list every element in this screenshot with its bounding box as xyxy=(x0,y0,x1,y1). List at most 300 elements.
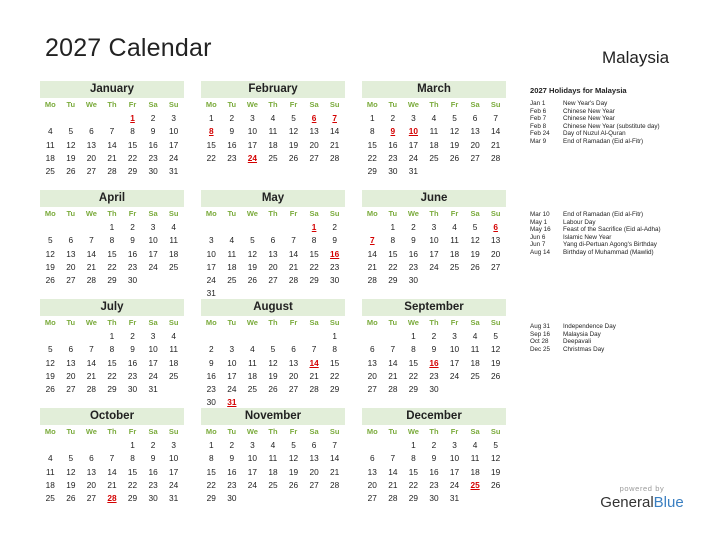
day-cell: 11 xyxy=(450,235,459,246)
day-cell: 17 xyxy=(449,466,460,477)
empty-cell xyxy=(61,330,82,343)
day-cell: 23 xyxy=(148,152,158,163)
day-cell: 5 xyxy=(452,113,457,123)
day-cell: 12 xyxy=(470,235,480,246)
day-cell: 22 xyxy=(330,370,340,381)
day-cell: 8 xyxy=(390,235,396,246)
day-cell: 27 xyxy=(86,166,97,177)
day-cell: 27 xyxy=(86,493,97,504)
weekday-header: Mo xyxy=(366,209,378,218)
day-cell: 11 xyxy=(45,139,55,150)
weekday-header: Th xyxy=(429,427,439,436)
day-cell: 23 xyxy=(227,479,237,490)
weekday-header: We xyxy=(407,100,419,109)
weekday-header: Sa xyxy=(470,100,480,109)
day-cell: 19 xyxy=(470,248,480,259)
holiday-day-cell: 6 xyxy=(311,113,317,123)
weekday-header: Mo xyxy=(44,100,56,109)
day-grid xyxy=(201,98,345,165)
weekday-header: Tu xyxy=(66,209,76,218)
day-cell: 21 xyxy=(107,152,117,163)
day-cell: 21 xyxy=(86,261,97,272)
day-cell: 25 xyxy=(45,493,55,504)
empty-cell xyxy=(222,330,243,343)
day-cell: 20 xyxy=(491,248,501,259)
day-cell: 29 xyxy=(127,166,138,177)
holiday-row xyxy=(530,331,616,339)
day-cell: 26 xyxy=(66,493,76,504)
weekday-header: Th xyxy=(268,100,278,109)
month-may xyxy=(201,190,345,301)
month-name: December xyxy=(362,408,506,425)
day-grid xyxy=(362,425,506,505)
holiday-day-cell: 25 xyxy=(470,479,480,490)
empty-cell xyxy=(40,439,61,452)
day-cell: 30 xyxy=(148,166,158,177)
day-cell: 20 xyxy=(66,370,76,381)
day-cell: 3 xyxy=(171,440,176,450)
month-name: March xyxy=(362,81,506,98)
weekday-header: Fr xyxy=(128,209,137,218)
day-cell: 9 xyxy=(332,235,337,246)
day-cell: 10 xyxy=(148,235,158,246)
day-cell: 6 xyxy=(369,344,375,355)
day-cell: 28 xyxy=(309,384,319,395)
weekday-header: Su xyxy=(168,318,179,327)
day-cell: 1 xyxy=(208,113,214,123)
day-cell: 26 xyxy=(491,479,501,490)
holiday-day-cell: 1 xyxy=(311,222,317,232)
day-cell: 14 xyxy=(107,139,117,150)
day-cell: 19 xyxy=(45,370,55,381)
day-cell: 29 xyxy=(206,493,216,504)
day-grid xyxy=(40,316,184,396)
month-name: June xyxy=(362,190,506,207)
weekday-header: We xyxy=(407,318,419,327)
holiday-row xyxy=(530,338,616,346)
weekday-header: We xyxy=(85,318,97,327)
weekday-header: Mo xyxy=(366,427,378,436)
day-cell: 21 xyxy=(388,370,398,381)
day-cell: 17 xyxy=(169,466,179,477)
day-cell: 5 xyxy=(291,440,296,450)
day-cell: 13 xyxy=(268,248,278,259)
day-cell: 23 xyxy=(227,152,237,163)
day-cell: 25 xyxy=(45,166,55,177)
holiday-row xyxy=(530,130,660,138)
day-cell: 30 xyxy=(429,493,439,504)
day-cell: 15 xyxy=(127,466,138,477)
day-cell: 7 xyxy=(291,235,296,246)
day-cell: 3 xyxy=(229,344,235,355)
holiday-date: Oct 28 xyxy=(530,338,549,345)
day-cell: 11 xyxy=(470,453,480,464)
day-cell: 8 xyxy=(130,126,135,137)
holiday-day-cell: 8 xyxy=(208,126,214,137)
day-cell: 3 xyxy=(250,440,255,450)
weekday-header: Mo xyxy=(366,318,378,327)
day-cell: 9 xyxy=(229,453,235,464)
day-cell: 9 xyxy=(208,357,214,368)
day-cell: 23 xyxy=(127,261,138,272)
day-cell: 22 xyxy=(309,261,319,272)
day-cell: 31 xyxy=(148,384,158,395)
day-cell: 28 xyxy=(330,152,340,163)
holiday-date: Feb 7 xyxy=(530,115,547,122)
day-cell: 9 xyxy=(130,235,135,246)
weekday-header: Sa xyxy=(148,209,158,218)
day-cell: 4 xyxy=(270,113,276,123)
day-cell: 7 xyxy=(311,344,317,355)
weekday-header: Tu xyxy=(66,318,76,327)
weekday-header: Su xyxy=(168,100,179,109)
month-february xyxy=(201,81,345,165)
weekday-header: Sa xyxy=(309,318,319,327)
day-cell: 11 xyxy=(169,344,178,355)
day-cell: 26 xyxy=(449,152,460,163)
day-cell: 24 xyxy=(449,479,460,490)
day-cell: 27 xyxy=(470,152,480,163)
day-cell: 12 xyxy=(45,248,55,259)
day-cell: 16 xyxy=(429,466,439,477)
day-cell: 23 xyxy=(388,152,398,163)
day-cell: 21 xyxy=(86,370,97,381)
day-cell: 25 xyxy=(227,275,237,286)
day-cell: 26 xyxy=(45,275,55,286)
weekday-header: Fr xyxy=(450,100,459,109)
holiday-date: Feb 8 xyxy=(530,122,547,130)
month-april xyxy=(40,190,184,287)
day-cell: 1 xyxy=(411,331,416,341)
day-cell: 30 xyxy=(227,493,237,504)
holiday-name: Malaysia Day xyxy=(563,330,601,338)
day-cell: 8 xyxy=(369,126,375,137)
weekday-header: We xyxy=(85,209,97,218)
weekday-header: We xyxy=(85,100,97,109)
day-cell: 16 xyxy=(388,139,398,150)
holiday-row xyxy=(530,226,661,234)
day-cell: 28 xyxy=(288,275,299,286)
day-cell: 19 xyxy=(268,370,278,381)
day-cell: 28 xyxy=(330,479,340,490)
day-cell: 20 xyxy=(470,139,480,150)
day-cell: 8 xyxy=(208,453,214,464)
day-grid xyxy=(201,207,345,301)
empty-cell xyxy=(263,221,284,234)
weekday-header: We xyxy=(246,100,258,109)
day-grid xyxy=(40,425,184,505)
day-cell: 13 xyxy=(66,357,76,368)
day-cell: 9 xyxy=(229,126,235,137)
month-name: September xyxy=(362,299,506,316)
holidays-title: 2027 Holidays for Malaysia xyxy=(530,86,627,95)
month-name: July xyxy=(40,299,184,316)
weekday-header: Mo xyxy=(205,209,217,218)
weekday-header: Tu xyxy=(227,209,237,218)
day-cell: 18 xyxy=(227,261,237,272)
day-cell: 14 xyxy=(388,466,398,477)
day-cell: 24 xyxy=(148,370,158,381)
day-cell: 19 xyxy=(66,152,76,163)
day-cell: 14 xyxy=(367,248,377,259)
day-cell: 17 xyxy=(169,139,179,150)
holiday-day-cell: 7 xyxy=(332,113,337,123)
day-cell: 6 xyxy=(89,126,94,137)
day-cell: 10 xyxy=(429,235,439,246)
day-cell: 22 xyxy=(127,152,138,163)
day-cell: 5 xyxy=(472,222,478,232)
day-grid xyxy=(40,207,184,287)
day-cell: 5 xyxy=(250,235,255,246)
weekday-header: Th xyxy=(107,100,117,109)
day-cell: 13 xyxy=(470,126,480,137)
day-cell: 25 xyxy=(268,479,278,490)
holiday-row xyxy=(530,115,660,123)
day-cell: 14 xyxy=(288,248,299,259)
day-cell: 13 xyxy=(309,126,319,137)
holiday-date: Jan 1 xyxy=(530,100,546,107)
day-cell: 22 xyxy=(367,152,377,163)
day-cell: 28 xyxy=(367,275,377,286)
day-cell: 21 xyxy=(309,370,319,381)
weekday-header: We xyxy=(407,427,419,436)
day-cell: 28 xyxy=(491,152,501,163)
day-cell: 24 xyxy=(408,152,419,163)
day-cell: 12 xyxy=(491,344,501,355)
day-cell: 22 xyxy=(107,261,117,272)
weekday-header: Th xyxy=(429,318,439,327)
holiday-row xyxy=(530,100,660,108)
day-cell: 20 xyxy=(86,479,97,490)
holiday-list-q2 xyxy=(530,211,661,256)
day-cell: 1 xyxy=(369,113,375,123)
day-cell: 28 xyxy=(86,384,97,395)
day-cell: 19 xyxy=(449,139,460,150)
holiday-day-cell: 16 xyxy=(330,248,340,259)
day-cell: 2 xyxy=(229,440,235,450)
country-label: Malaysia xyxy=(602,48,670,67)
empty-cell xyxy=(102,112,123,125)
weekday-header: Su xyxy=(329,100,340,109)
holiday-day-cell: 31 xyxy=(227,397,237,408)
holiday-list-q1 xyxy=(530,86,660,145)
weekday-header: We xyxy=(246,427,258,436)
day-cell: 7 xyxy=(390,344,396,355)
holiday-row xyxy=(530,108,660,116)
day-cell: 24 xyxy=(169,479,179,490)
day-cell: 31 xyxy=(169,493,179,504)
empty-cell xyxy=(383,439,404,452)
day-cell: 4 xyxy=(472,331,478,341)
day-cell: 21 xyxy=(330,466,340,477)
empty-cell xyxy=(40,330,61,343)
day-cell: 9 xyxy=(431,344,437,355)
day-cell: 26 xyxy=(66,166,76,177)
day-cell: 11 xyxy=(470,344,480,355)
weekday-header: Mo xyxy=(205,100,217,109)
day-cell: 19 xyxy=(66,479,76,490)
day-cell: 11 xyxy=(45,466,55,477)
weekday-header: Th xyxy=(268,318,278,327)
weekday-header: Sa xyxy=(148,100,158,109)
day-cell: 10 xyxy=(247,126,258,137)
day-cell: 16 xyxy=(127,357,138,368)
empty-cell xyxy=(102,439,123,452)
day-cell: 30 xyxy=(127,275,138,286)
day-cell: 22 xyxy=(107,370,117,381)
day-cell: 10 xyxy=(449,453,460,464)
day-cell: 12 xyxy=(288,453,299,464)
day-cell: 18 xyxy=(470,357,480,368)
weekday-header: We xyxy=(407,209,419,218)
holiday-date: Aug 31 xyxy=(530,323,550,330)
weekday-header: Fr xyxy=(128,100,137,109)
day-cell: 5 xyxy=(493,440,498,450)
day-cell: 5 xyxy=(68,453,74,464)
day-cell: 13 xyxy=(66,248,76,259)
holiday-name: Labour Day xyxy=(563,218,596,226)
day-cell: 27 xyxy=(491,261,501,272)
day-cell: 2 xyxy=(332,222,337,232)
day-cell: 19 xyxy=(247,261,258,272)
weekday-header: We xyxy=(246,318,258,327)
day-cell: 13 xyxy=(309,453,319,464)
empty-cell xyxy=(81,439,102,452)
weekday-header: Su xyxy=(329,427,340,436)
day-cell: 16 xyxy=(206,370,216,381)
day-cell: 30 xyxy=(127,384,138,395)
weekday-header: Sa xyxy=(470,427,480,436)
day-cell: 8 xyxy=(311,235,317,246)
day-cell: 25 xyxy=(429,152,439,163)
day-cell: 24 xyxy=(148,261,158,272)
holiday-name: Chinese New Year xyxy=(563,107,615,115)
month-march xyxy=(362,81,506,178)
weekday-header: Th xyxy=(429,209,439,218)
month-name: August xyxy=(201,299,345,316)
day-cell: 5 xyxy=(291,113,296,123)
day-cell: 2 xyxy=(229,113,235,123)
weekday-header: Fr xyxy=(128,318,137,327)
day-cell: 25 xyxy=(169,261,179,272)
day-cell: 21 xyxy=(330,139,340,150)
day-cell: 20 xyxy=(367,370,377,381)
day-cell: 13 xyxy=(367,357,377,368)
weekday-header: Tu xyxy=(66,427,76,436)
day-cell: 17 xyxy=(227,370,237,381)
day-cell: 29 xyxy=(330,384,340,395)
day-cell: 30 xyxy=(148,493,158,504)
day-cell: 9 xyxy=(431,453,437,464)
weekday-header: Fr xyxy=(450,427,459,436)
empty-cell xyxy=(263,330,284,343)
holiday-name: Birthday of Muhammad (Mawlid) xyxy=(563,248,654,256)
day-cell: 21 xyxy=(367,261,377,272)
holiday-date: Mar 9 xyxy=(530,137,547,145)
day-cell: 27 xyxy=(268,275,278,286)
weekday-header: Sa xyxy=(470,209,480,218)
month-september xyxy=(362,299,506,396)
weekday-header: Tu xyxy=(388,318,398,327)
day-cell: 13 xyxy=(288,357,299,368)
holiday-row xyxy=(530,234,661,242)
empty-cell xyxy=(201,330,222,343)
day-cell: 21 xyxy=(491,139,501,150)
day-cell: 31 xyxy=(206,288,216,299)
day-cell: 11 xyxy=(429,126,439,137)
day-cell: 16 xyxy=(127,248,138,259)
holiday-row xyxy=(530,346,616,354)
holiday-name: Yang di-Pertuan Agong's Birthday xyxy=(563,241,657,248)
holiday-name: Feast of the Sacrifice (Eid al-Adha) xyxy=(563,226,661,233)
day-cell: 12 xyxy=(288,126,299,137)
day-cell: 4 xyxy=(47,126,53,137)
holiday-date: Dec 25 xyxy=(530,345,550,353)
weekday-header: Su xyxy=(168,209,179,218)
brand-name xyxy=(587,494,697,511)
day-cell: 28 xyxy=(107,166,117,177)
day-cell: 3 xyxy=(452,331,457,341)
day-cell: 24 xyxy=(429,261,439,272)
day-cell: 29 xyxy=(408,384,419,395)
holiday-day-cell: 14 xyxy=(309,357,319,368)
day-cell: 14 xyxy=(107,466,117,477)
day-cell: 4 xyxy=(270,440,276,450)
day-cell: 7 xyxy=(332,440,337,450)
weekday-header: Fr xyxy=(289,100,298,109)
day-cell: 7 xyxy=(89,235,94,246)
day-cell: 11 xyxy=(227,248,237,259)
weekday-header: Tu xyxy=(388,100,398,109)
weekday-header: Th xyxy=(268,427,278,436)
month-august xyxy=(201,299,345,410)
holiday-day-cell: 7 xyxy=(369,235,375,246)
day-cell: 30 xyxy=(388,166,398,177)
day-cell: 10 xyxy=(148,344,158,355)
day-cell: 22 xyxy=(408,370,419,381)
holiday-date: May 1 xyxy=(530,218,548,226)
holiday-date: May 16 xyxy=(530,226,551,233)
holiday-name: New Year's Day xyxy=(563,100,608,107)
day-cell: 3 xyxy=(208,235,214,246)
day-cell: 12 xyxy=(66,139,76,150)
day-cell: 26 xyxy=(45,384,55,395)
empty-cell xyxy=(81,112,102,125)
day-cell: 29 xyxy=(127,493,138,504)
day-cell: 2 xyxy=(431,331,437,341)
day-cell: 12 xyxy=(45,357,55,368)
day-cell: 12 xyxy=(491,453,501,464)
day-cell: 1 xyxy=(411,440,416,450)
empty-cell xyxy=(201,221,222,234)
empty-cell xyxy=(61,221,82,234)
day-cell: 18 xyxy=(169,248,179,259)
day-cell: 17 xyxy=(449,357,460,368)
holiday-row xyxy=(530,241,661,249)
holiday-row xyxy=(530,249,661,257)
day-cell: 3 xyxy=(250,113,255,123)
day-cell: 14 xyxy=(491,126,501,137)
day-cell: 26 xyxy=(470,261,480,272)
month-name: October xyxy=(40,408,184,425)
day-cell: 9 xyxy=(130,344,135,355)
day-cell: 26 xyxy=(268,384,278,395)
day-cell: 3 xyxy=(411,113,416,123)
empty-cell xyxy=(242,330,263,343)
day-cell: 31 xyxy=(449,493,460,504)
weekday-header: Tu xyxy=(227,427,237,436)
holiday-date: Sep 16 xyxy=(530,330,550,338)
